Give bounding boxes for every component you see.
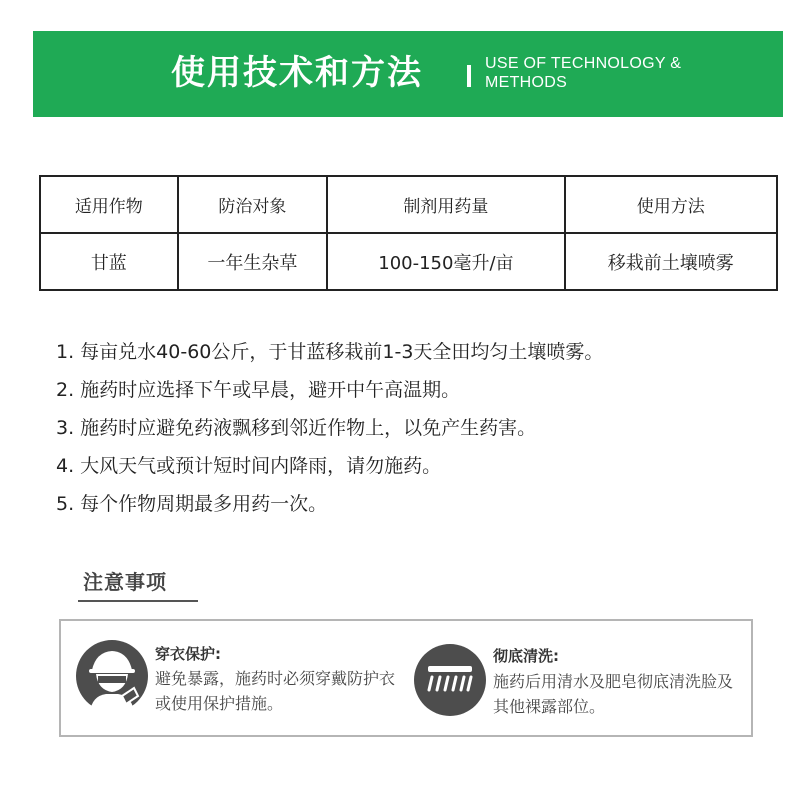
note-item: 5. 每个作物周期最多用药一次。 bbox=[56, 493, 328, 515]
note-item: 2. 施药时应选择下午或早晨，避开中午高温期。 bbox=[56, 379, 461, 401]
note-item: 3. 施药时应避免药液飘移到邻近作物上，以免产生药害。 bbox=[56, 417, 537, 439]
cell-crop: 甘蓝 bbox=[40, 233, 178, 290]
cell-target: 一年生杂草 bbox=[178, 233, 328, 290]
usage-table bbox=[39, 175, 778, 291]
cell-method: 移栽前土壤喷雾 bbox=[565, 233, 777, 290]
precautions-box bbox=[59, 619, 753, 737]
tip-body: 施药后用清水及肥皂彻底清洗脸及其他裸露部位。 bbox=[493, 672, 734, 716]
usage-notes bbox=[56, 333, 603, 523]
header-method: 使用方法 bbox=[565, 176, 777, 233]
shower-icon bbox=[414, 644, 486, 716]
note-item: 1. 每亩兑水40-60公斤，于甘蓝移栽前1-3天全田均匀土壤喷雾。 bbox=[56, 341, 604, 363]
page-subtitle bbox=[485, 54, 681, 92]
cell-dosage: 100-150毫升/亩 bbox=[327, 233, 564, 290]
tip-heading: 穿衣保护: bbox=[155, 645, 221, 663]
protective-gear-icon bbox=[76, 640, 148, 712]
subtitle-line-1: USE OF TECHNOLOGY & bbox=[485, 55, 682, 72]
tip-heading: 彻底清洗: bbox=[493, 647, 559, 665]
page-title: 使用技术和方法 bbox=[171, 53, 423, 93]
note-item: 4. 大风天气或预计短时间内降雨，请勿施药。 bbox=[56, 455, 442, 477]
subtitle-line-2: METHODS bbox=[485, 74, 568, 91]
header-banner bbox=[33, 31, 783, 117]
precautions-title: 注意事项 bbox=[83, 570, 167, 594]
header-target: 防治对象 bbox=[178, 176, 328, 233]
tip-body: 避免暴露，施药时必须穿戴防护衣或使用保护措施。 bbox=[155, 669, 396, 713]
title-divider bbox=[467, 65, 471, 87]
header-dosage: 制剂用药量 bbox=[327, 176, 564, 233]
precautions-underline bbox=[78, 600, 198, 602]
header-crop: 适用作物 bbox=[40, 176, 178, 233]
table-header-row bbox=[40, 176, 777, 233]
table-row bbox=[40, 233, 777, 290]
